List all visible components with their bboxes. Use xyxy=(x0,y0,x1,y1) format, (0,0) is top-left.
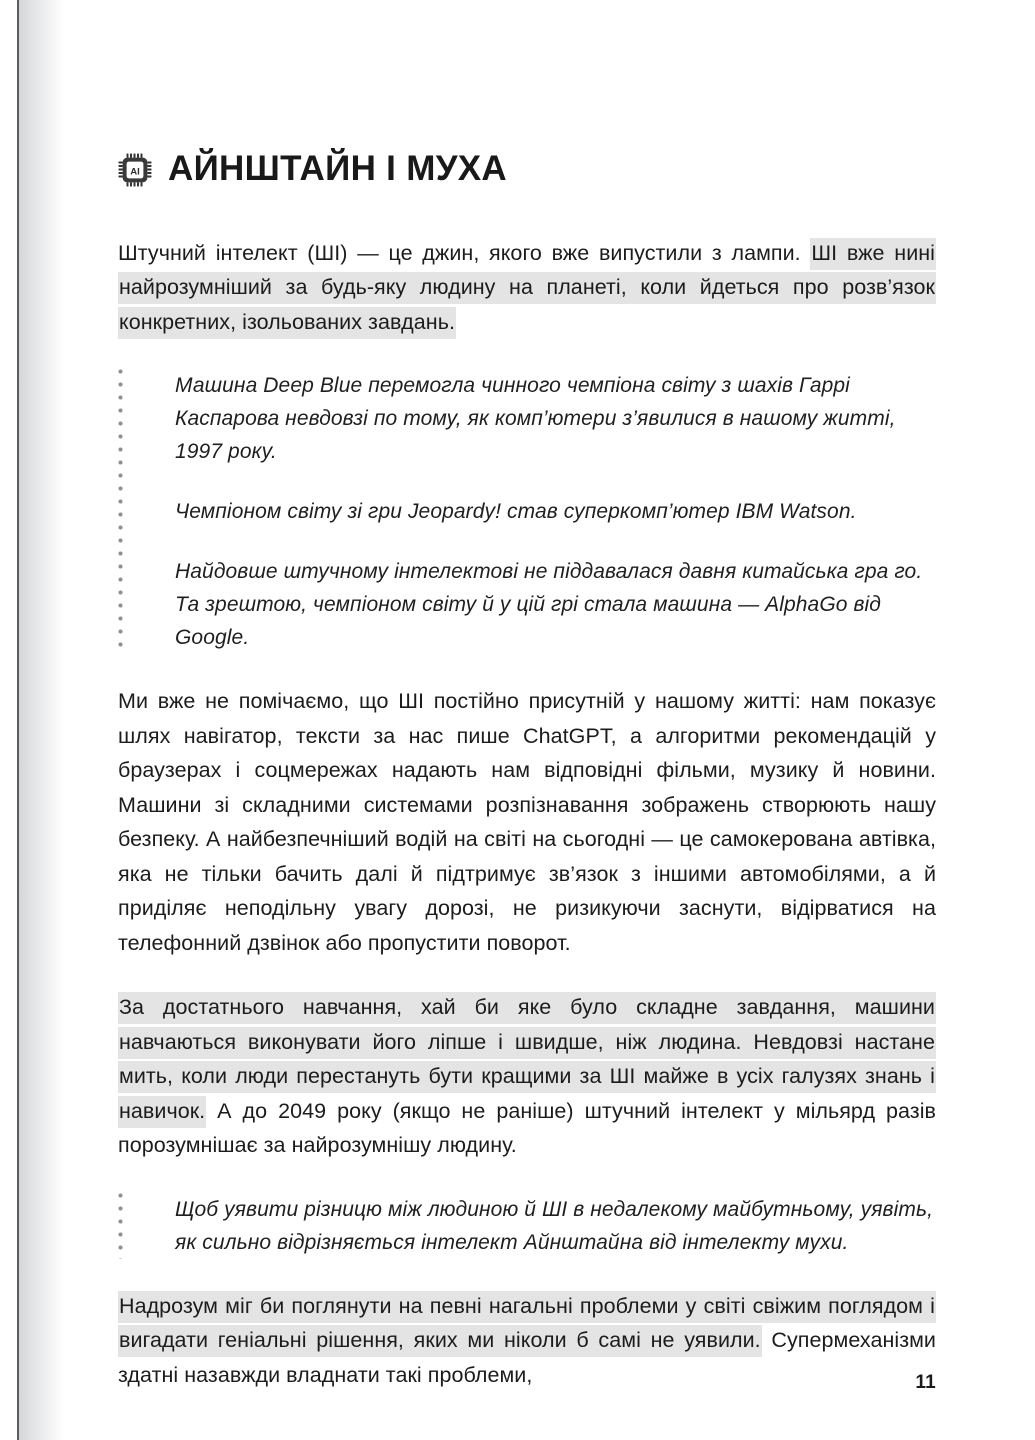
quote-item: Машина Deep Blue перемогла чинного чемпіона світу з шахів Гаррі Каспарова невдовзі по тому, як комп’ютери з’явилися в нашому житті, 1997 року. xyxy=(175,374,896,464)
body-paragraph-ai-everywhere: Ми вже не помічаємо, що ШІ постійно присутній у нашому житті: нам показує шлях навігатор, тексти за нас пише ChatGPT, а алгоритми рекомендацій у браузерах і соцмережах надають нам відповідні фільми, музику й новини. Машини зі складними системами розпізнавання зображень створюють нашу безпеку. А найбезпечніший водій на світі на сьогодні — це самокерована автівка, яка не тільки бачить далі й підтримує зв’язок з іншими автомобілями, а й приділяє неподільну увагу дорозі, не ризикуючи заснути, відірватися на телефонний дзвінок або пропустити поворот. xyxy=(118,689,936,955)
quote-block-examples xyxy=(118,369,936,654)
paragraph2-highlighted-text: За достатнього навчання, хай би яке було складне завдання, машини навчаються виконувати його ліпше і швидше, ніж людина. Невдовзі настане мить, коли люди перестануть бути кращими за ШІ майже в усіх галузях знань і навичок. xyxy=(118,992,936,1128)
ai-chip-icon xyxy=(118,153,152,187)
book-spine-line xyxy=(17,0,19,1440)
dotted-rule xyxy=(118,1193,123,1259)
svg-text:AI: AI xyxy=(130,166,140,178)
body-paragraph-machine-learning xyxy=(118,990,936,1163)
intro-paragraph xyxy=(118,236,936,340)
intro-highlighted-text: ШІ вже нині найрозумніший за будь-яку людину на планеті, коли йдеться про розв’язок конкретних, ізольованих завдань. xyxy=(118,238,936,339)
paragraph2-plain-text: А до 2049 року (якщо не раніше) штучний інтелект у мільярд разів порозумнішає за найрозумнішу людину. xyxy=(118,1098,936,1158)
intro-plain-text: Штучний інтелект (ШІ) — це джин, якого вже випустили з лампи. xyxy=(118,240,811,265)
page-title: АЙНШТАЙН І МУХА xyxy=(168,149,507,189)
quote-item: Чемпіоном світу зі гри Jeopardy! став суперкомп’ютер IBM Watson. xyxy=(175,500,857,524)
quote-item: Найдовше штучному інтелектові не піддавалася давня китайська гра го. Та зрештою, чемпіоном світу й у цій грі стала машина — AlphaGo від Google. xyxy=(175,560,923,650)
book-gutter-shadow xyxy=(19,0,65,1440)
page-number: 11 xyxy=(915,1372,936,1393)
chapter-heading xyxy=(118,0,936,210)
quote-item: Щоб уявити різницю між людиною й ШІ в недалекому майбутньому, уявіть, як сильно відрізняється інтелект Айнштайна від інтелекту мухи. xyxy=(175,1197,934,1254)
page-outer-margin xyxy=(0,0,17,1440)
paragraph-spacer xyxy=(118,960,936,990)
paragraph3-plain-text: Супермеханізми здатні назавжди владнати такі проблеми, xyxy=(118,1328,936,1387)
paragraph3-highlighted-text: Надрозум міг би поглянути на певні нагальні проблеми у світі свіжим поглядом і вигадати геніальні рішення, яких ми ніколи б самі не уявили. xyxy=(118,1291,936,1358)
page-content xyxy=(118,0,936,1440)
body-paragraph-superintelligence xyxy=(118,1289,936,1393)
dotted-rule xyxy=(118,369,123,654)
quote-block-einstein-fly xyxy=(118,1193,936,1259)
